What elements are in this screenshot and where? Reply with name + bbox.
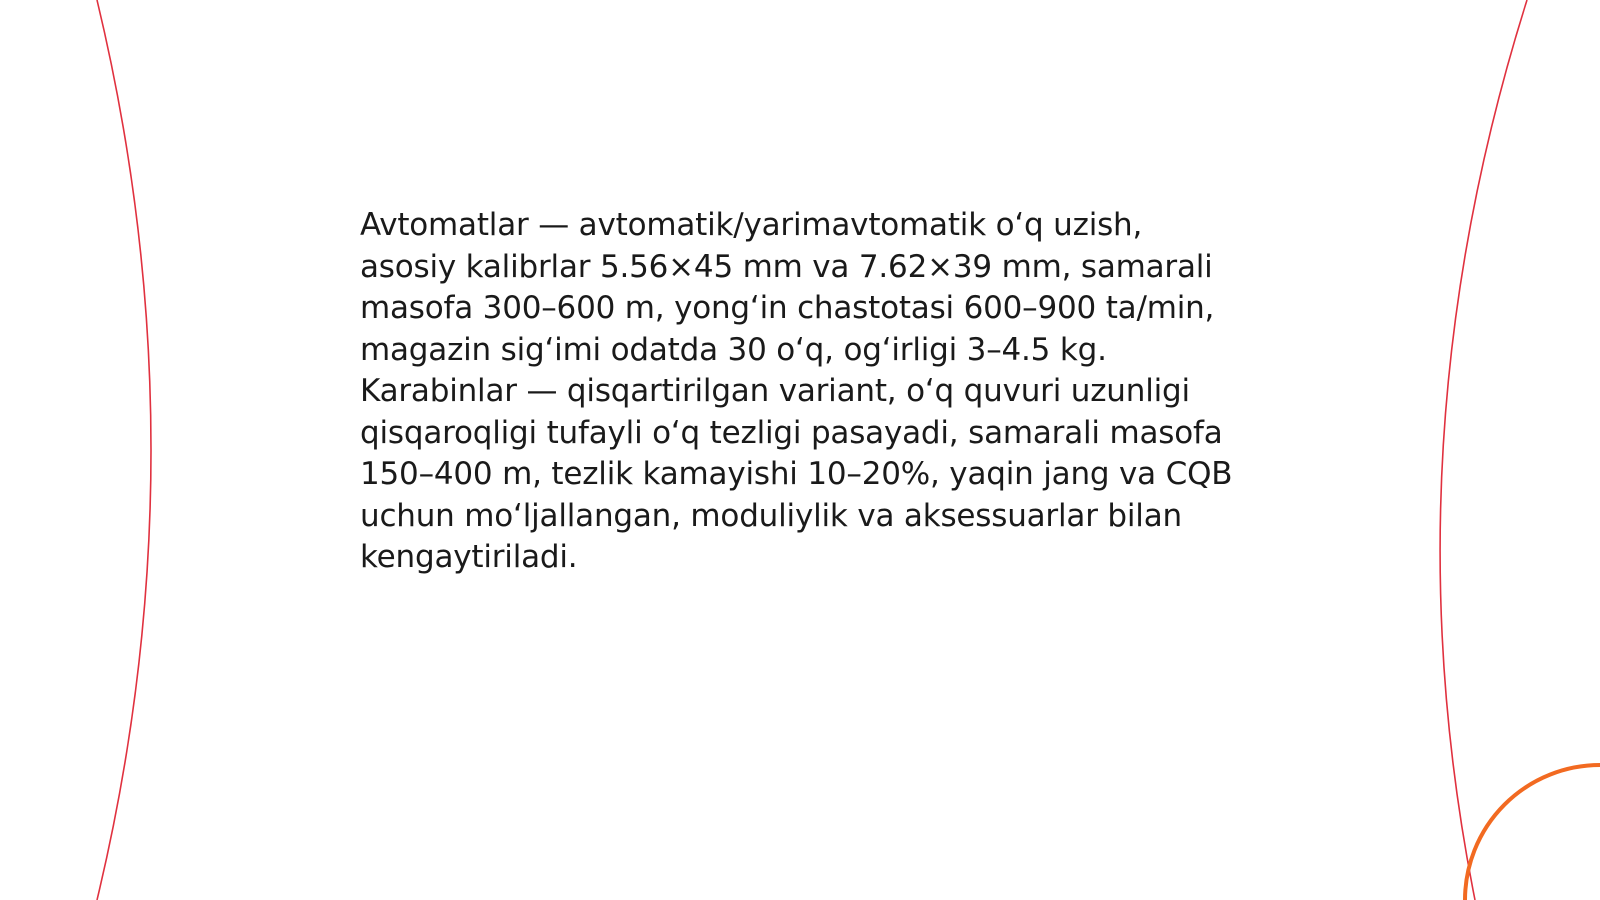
left-curve-line: [97, 0, 151, 900]
right-curve-line: [1440, 0, 1527, 900]
slide-body-text: Avtomatlar — avtomatik/yarimavtomatik o‘q uzish, asosiy kalibrlar 5.56×45 mm va 7.62×39 mm, samarali masofa 300–600 m, yong‘in chastotasi 600–900 ta/min, magazin sig‘imi odatda 30 o‘q, og‘irligi 3–4.5 kg. Karabinlar — qisqartirilgan variant, o‘q quvuri uzunligi qisqaroqligi tufayli o‘q tezligi pasayadi, samarali masofa 150–400 m, tezlik kamayishi 10–20%, yaqin jang va CQB uchun mo‘ljallangan, moduliylik va aksessuarlar bilan kengaytiriladi.: [360, 207, 1233, 575]
accent-circle-outline: [1465, 765, 1600, 900]
